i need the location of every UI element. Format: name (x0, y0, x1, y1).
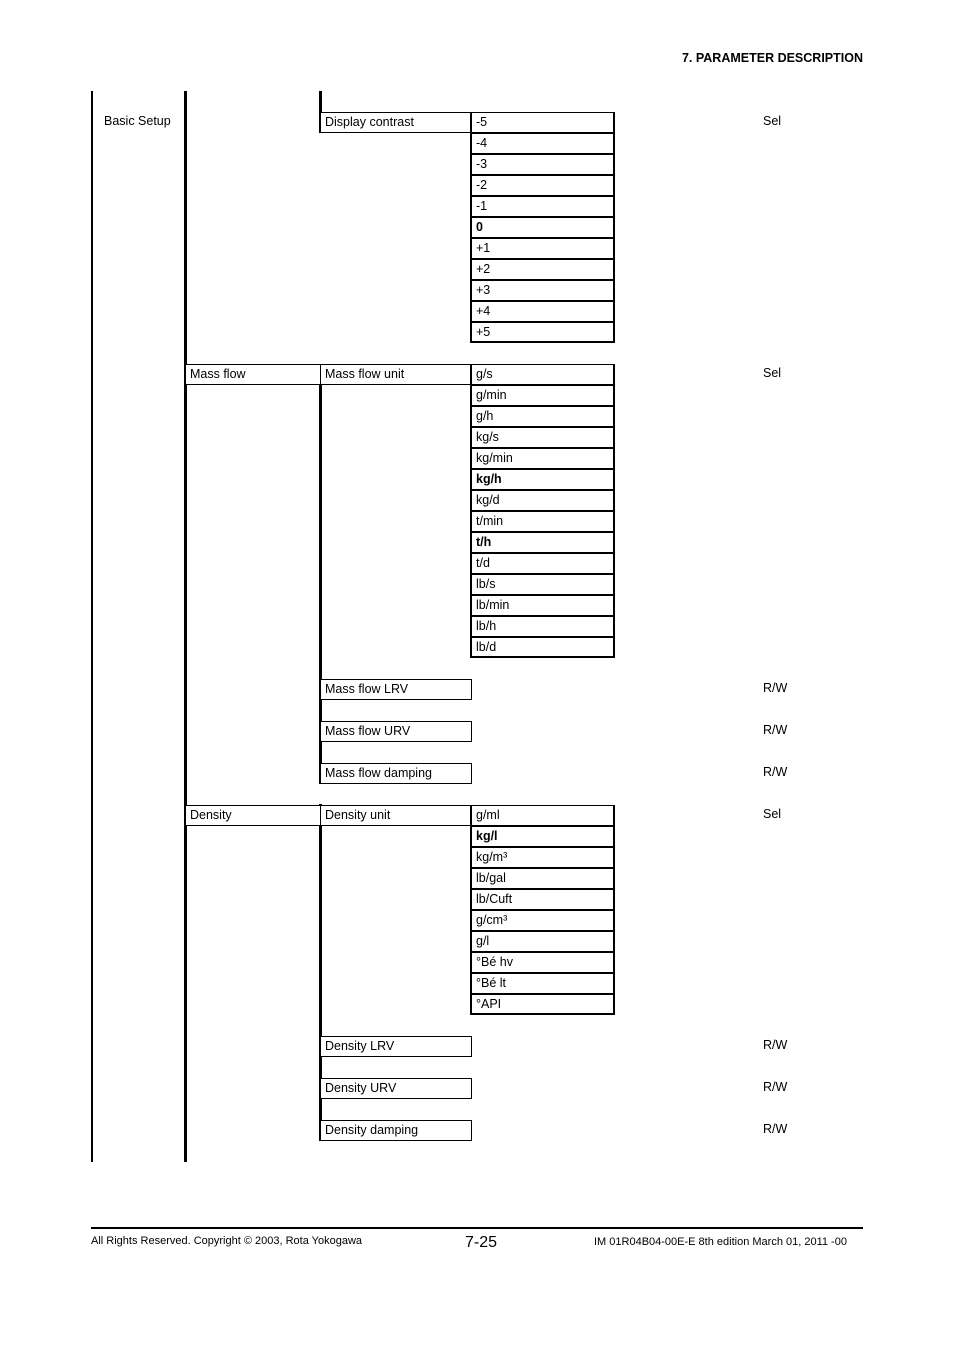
mass-flow-unit-option[interactable]: kg/min (470, 448, 615, 469)
access-density-lrv: R/W (763, 1038, 788, 1052)
mass-flow-unit-option[interactable]: t/d (470, 553, 615, 574)
param-density-unit[interactable]: Density unit (320, 805, 472, 826)
param-density-urv[interactable]: Density URV (320, 1078, 472, 1099)
section-title: 7. PARAMETER DESCRIPTION (681, 51, 863, 65)
mass-flow-unit-option[interactable]: g/s (470, 364, 615, 385)
group-density[interactable]: Density (185, 805, 321, 826)
footer-copyright: All Rights Reserved. Copyright © 2003, Rota Yokogawa (91, 1235, 363, 1247)
access-density-unit: Sel (763, 807, 782, 821)
mass-flow-unit-option[interactable]: kg/h (470, 469, 615, 490)
access-density-urv: R/W (763, 1080, 788, 1094)
display-contrast-option[interactable]: -3 (470, 154, 615, 175)
mass-flow-unit-option[interactable]: kg/d (470, 490, 615, 511)
display-contrast-option[interactable]: 0 (470, 217, 615, 238)
density-unit-option[interactable]: lb/Cuft (470, 889, 615, 910)
mass-flow-unit-option[interactable]: lb/h (470, 616, 615, 637)
display-contrast-option[interactable]: +4 (470, 301, 615, 322)
display-contrast-option[interactable]: -4 (470, 133, 615, 154)
footer-page-number: 7-25 (465, 1234, 498, 1251)
display-contrast-option[interactable]: -2 (470, 175, 615, 196)
density-unit-option[interactable]: °Bé lt (470, 973, 615, 994)
param-mass-flow-lrv[interactable]: Mass flow LRV (320, 679, 472, 700)
mass-flow-unit-option[interactable]: lb/s (470, 574, 615, 595)
tree-line-root (91, 91, 93, 1162)
access-mass-flow-unit: Sel (763, 366, 782, 380)
display-contrast-option[interactable]: -5 (470, 112, 615, 133)
mass-flow-unit-option[interactable]: t/min (470, 511, 615, 532)
density-unit-option[interactable]: °API (470, 994, 615, 1015)
param-density-damping[interactable]: Density damping (320, 1120, 472, 1141)
group-mass-flow[interactable]: Mass flow (185, 364, 321, 385)
footer-doc-id: IM 01R04B04-00E-E 8th edition March 01, 2011 -00 (594, 1236, 847, 1248)
param-mass-flow-unit[interactable]: Mass flow unit (320, 364, 472, 385)
access-mass-flow-damping: R/W (763, 765, 788, 779)
param-display-contrast[interactable]: Display contrast (320, 112, 472, 133)
param-density-lrv[interactable]: Density LRV (320, 1036, 472, 1057)
density-unit-option[interactable]: lb/gal (470, 868, 615, 889)
density-unit-option[interactable]: kg/l (470, 826, 615, 847)
display-contrast-option[interactable]: +2 (470, 259, 615, 280)
display-contrast-option[interactable]: +1 (470, 238, 615, 259)
mass-flow-unit-option[interactable]: lb/min (470, 595, 615, 616)
density-unit-option[interactable]: °Bé hv (470, 952, 615, 973)
access-mass-flow-urv: R/W (763, 723, 788, 737)
mass-flow-unit-option[interactable]: kg/s (470, 427, 615, 448)
display-contrast-option[interactable]: -1 (470, 196, 615, 217)
density-unit-option[interactable]: g/cm³ (470, 910, 615, 931)
mass-flow-unit-option[interactable]: g/h (470, 406, 615, 427)
mass-flow-unit-option[interactable]: g/min (470, 385, 615, 406)
density-unit-option[interactable]: g/l (470, 931, 615, 952)
density-unit-option[interactable]: kg/m³ (470, 847, 615, 868)
access-mass-flow-lrv: R/W (763, 681, 788, 695)
footer-rule (91, 1227, 863, 1229)
display-contrast-option[interactable]: +5 (470, 322, 615, 343)
access-density-damping: R/W (763, 1122, 788, 1136)
access-display-contrast: Sel (763, 114, 782, 128)
tree-line-level1 (184, 91, 187, 1162)
density-unit-option[interactable]: g/ml (470, 805, 615, 826)
mass-flow-unit-option[interactable]: lb/d (470, 637, 615, 658)
param-mass-flow-damping[interactable]: Mass flow damping (320, 763, 472, 784)
root-label-basic-setup: Basic Setup (104, 114, 171, 128)
param-mass-flow-urv[interactable]: Mass flow URV (320, 721, 472, 742)
mass-flow-unit-option[interactable]: t/h (470, 532, 615, 553)
display-contrast-option[interactable]: +3 (470, 280, 615, 301)
